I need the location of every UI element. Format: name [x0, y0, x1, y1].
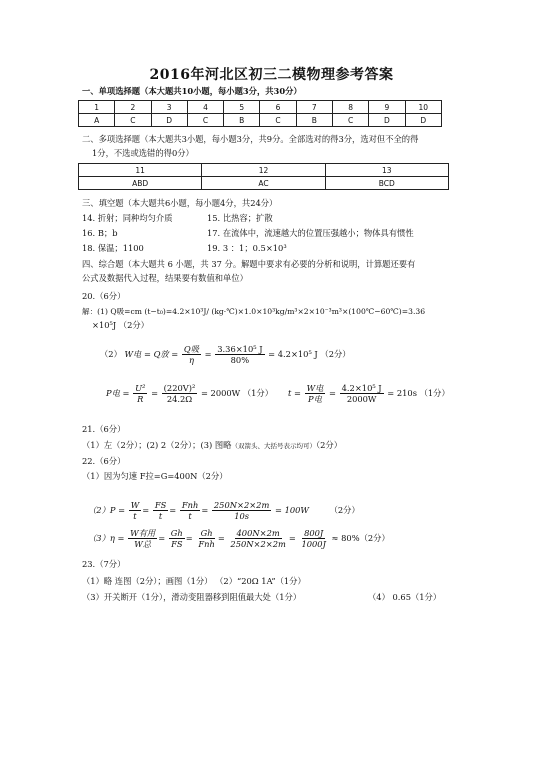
answer-17: 17. 在流体中，流速越大的位置压强越小；物体具有惯性 [207, 228, 414, 238]
numerator: (220V)² [163, 383, 196, 393]
numerator: Gh [200, 528, 213, 538]
denominator: η [188, 355, 194, 365]
eq-score: （2分） [329, 505, 360, 515]
answer-16: 16. B；b [82, 228, 118, 238]
numerator: W电 [306, 383, 324, 393]
answer-19: 19. 3 ：1；0.5×10³ [207, 243, 287, 253]
fraction [169, 528, 185, 549]
table-cell: C [187, 114, 223, 127]
numerator: Q吸 [183, 344, 200, 354]
eq-result: ≈ 80%（2分） [331, 533, 390, 543]
denominator: W总 [134, 539, 152, 549]
table-cell: 12 [202, 164, 325, 177]
q21-score: （2分） [315, 440, 342, 450]
table-cell: BCD [325, 177, 448, 190]
eq-sign: = [204, 349, 212, 359]
table-cell: 9 [369, 101, 405, 114]
numerator: FS [154, 500, 167, 510]
eq-result: = 100W [274, 505, 309, 515]
fraction [212, 500, 271, 521]
eq-text: W电 = Q放 = [124, 349, 179, 359]
eq-result: = 4.2×10⁵ J （2分） [268, 349, 351, 359]
table-cell: 1 [79, 101, 115, 114]
table-row-numbers [79, 164, 449, 177]
section-4-heading: 四、综合题（本大题共 6 小题，共 37 分。解题中要求有必要的分析和说明，计算题还要有 [82, 259, 416, 269]
fraction [215, 344, 264, 365]
table-cell: D [405, 114, 441, 127]
numerator: U² [135, 383, 146, 393]
table-cell: 3 [151, 101, 187, 114]
numerator: 400N×2m [236, 528, 280, 538]
table-cell: B [224, 114, 260, 127]
denominator: 80% [230, 355, 250, 365]
multi-choice-answer-table [78, 163, 449, 190]
eq-lead: （2） [100, 349, 122, 359]
table-cell: C [115, 114, 151, 127]
table-cell: A [79, 114, 115, 127]
answer-14: 14. 折射；同种均匀介质 [82, 213, 173, 223]
table-cell: 10 [405, 101, 441, 114]
table-cell: D [151, 114, 187, 127]
table-cell: C [260, 114, 296, 127]
table-row-answers [79, 177, 449, 190]
denominator: t [133, 511, 137, 521]
denominator: 2000W [346, 394, 377, 404]
q23-part1: （1）略 连图（2分）；画图（1分） （2）“20Ω 1A”（1分） [82, 576, 306, 586]
eq-result: = 210s （1分） [387, 388, 450, 398]
fraction [128, 528, 157, 549]
denominator: 24.2Ω [166, 394, 193, 404]
q20-label: 20.（6分） [82, 291, 126, 301]
section-4-heading-cont: 公式及数据代入过程，结果要有数值和单位） [82, 273, 248, 283]
denominator: FS [171, 539, 183, 549]
denominator: Fnh [198, 539, 215, 549]
denominator: 1000J [301, 539, 326, 549]
q22-part1: （1）因为匀速 F拉=G=400N（2分） [82, 471, 228, 481]
table-cell: B [296, 114, 332, 127]
eq-lead: （2）P = [88, 505, 126, 515]
table-cell: 7 [296, 101, 332, 114]
numerator: 250N×2×2m [213, 500, 270, 510]
q21-text: （1）左（2分）；(2) 2（2分）；(3) 图略 [82, 440, 232, 450]
q20-part1: 解：(1) Q吸=cm (t−t₀)=4.2×10³J/ (kg·℃)×1.0×10³kg/m³×2×10⁻³m³×(100℃−60℃)=3.36 [82, 307, 426, 316]
q20-part1-cont: ×10⁵J （2分） [92, 320, 149, 330]
section-2-heading: 二、多项选择题（本大题共3小题，每小题3分，共9分。全部选对的得3分，选对但不全的得 [82, 134, 419, 144]
denominator: t [158, 511, 163, 521]
table-row-answers [79, 114, 442, 127]
numerator: W [130, 500, 140, 510]
q23-part2: （3）开关断开（1分），滑动变阻器移到阻值最大处（1分） [82, 592, 302, 602]
q23-part4: （4） 0.65（1分） [368, 592, 442, 602]
eq-lead: P电 = [106, 388, 130, 398]
q22-label: 22.（6分） [82, 456, 126, 466]
fraction [305, 383, 326, 404]
table-cell: 13 [325, 164, 448, 177]
fraction [228, 528, 287, 549]
denominator: 250N×2×2m [230, 539, 286, 549]
denominator: t [188, 511, 192, 521]
section-1-heading: 一、单项选择题（本大题共10小题，每小题3分，共30分） [82, 86, 302, 96]
section-2-heading-cont: 1分，不选或选错的得0分） [92, 148, 194, 158]
fraction [196, 528, 216, 549]
table-row-numbers [79, 101, 442, 114]
answer-18: 18. 保温；1100 [82, 243, 144, 253]
single-choice-answer-table [78, 100, 442, 127]
q23-label: 23.（7分） [82, 559, 126, 569]
page-title: 2016年河北区初三二模物理参考答案 [149, 67, 394, 83]
numerator: W有用 [130, 528, 156, 538]
numerator: 4.2×10⁵ J [341, 383, 382, 393]
eq-lead: t = [288, 388, 301, 398]
eq-result: = 2000W （1分） [200, 388, 273, 398]
fraction [153, 500, 168, 521]
eq-lead: （3）η = [88, 533, 125, 543]
q22-efficiency-equation: （3）η = $\frac{\text{W有用}}{\text{W总}}$ = $\frac{Gh}{FS}$ = $\frac{Gh}{\text{Fnh}}$ = $\frac{400N\times 2m}{250N\times 2\times 2m}$ = $\frac{800J}{1000J}$ ≈ 80%（2分） [88, 528, 390, 549]
denominator: P电 [308, 394, 322, 404]
table-cell: 2 [115, 101, 151, 114]
q20-power-equation: P电 = $\frac{\text{U²}}{R}$ = $\frac{\text{(220V)²}}{24.2\Omega}$ = 2000W （1分） [106, 383, 273, 404]
table-cell: 4 [187, 101, 223, 114]
q22-power-equation: （2）P = $\frac{W}{t}$ = $\frac{FS}{t}$ = $\frac{\text{Fnh}}{t}$ = $\frac{250N\times 2\times 2m}{10s}$ = 100W （2分） [88, 500, 360, 521]
table-cell: AC [202, 177, 325, 190]
q20-time-equation: t = $\frac{\text{W电}}{\text{P电}}$ = $\frac{\text{4.2×10⁵ J}}{2000W}$ = 210s （1分） [288, 383, 450, 404]
table-cell: 8 [332, 101, 368, 114]
fraction [133, 383, 147, 404]
q21-answer [82, 440, 342, 452]
fraction [129, 500, 142, 521]
fraction [180, 500, 200, 521]
numerator: 800J [304, 528, 324, 538]
fraction [182, 344, 201, 365]
fraction [162, 383, 198, 404]
table-cell: C [332, 114, 368, 127]
fraction [340, 383, 384, 404]
table-cell: D [369, 114, 405, 127]
q21-note: （双箭头、大括号表示均可） [231, 442, 316, 450]
numerator: 3.36×10⁵ J [217, 344, 263, 354]
numerator: Fnh [181, 500, 199, 510]
answer-15: 15. 比热容；扩散 [207, 213, 273, 223]
q21-label: 21.（6分） [82, 424, 126, 434]
fraction [299, 528, 327, 549]
denominator: 10s [234, 511, 250, 521]
denominator: R [137, 394, 144, 404]
q20-part2-equation [100, 344, 351, 365]
section-3-heading: 三、填空题（本大题共6小题，每小题4分，共24分） [82, 198, 278, 208]
table-cell: 5 [224, 101, 260, 114]
numerator: Gh [170, 528, 183, 538]
table-cell: ABD [79, 177, 202, 190]
table-cell: 11 [79, 164, 202, 177]
table-cell: 6 [260, 101, 296, 114]
